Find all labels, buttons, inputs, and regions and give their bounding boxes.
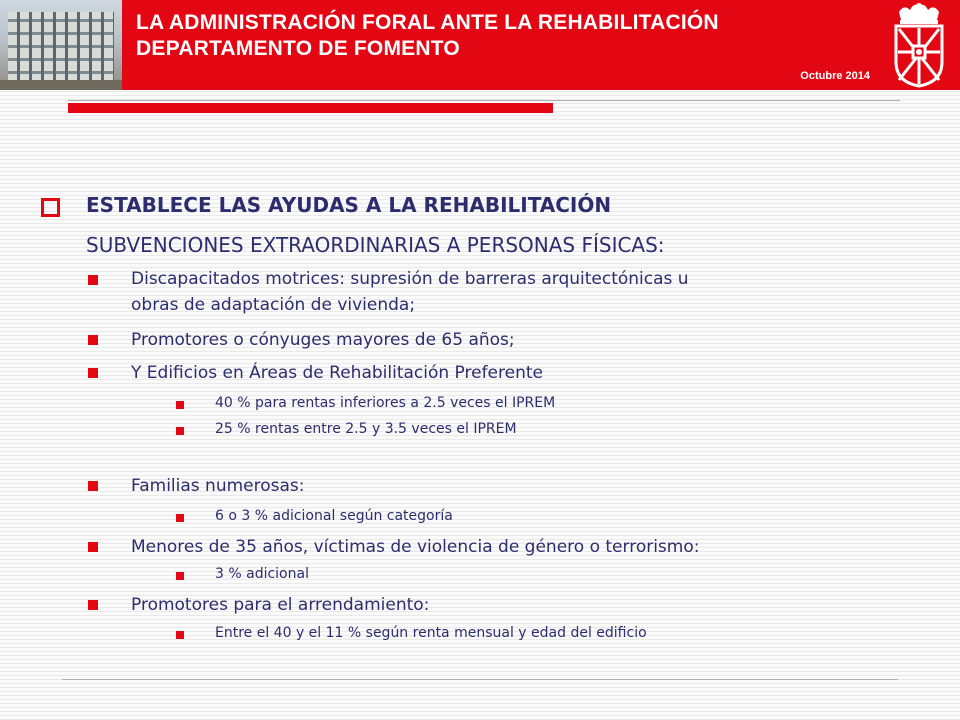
building-facade [8, 12, 114, 84]
date-label: Octubre 2014 [800, 70, 870, 82]
list-item: 40 % para rentas inferiores a 2.5 veces el IPREM [215, 395, 556, 411]
square-bullet-icon [88, 368, 98, 378]
list-item: Promotores o cónyuges mayores de 65 años; [131, 330, 515, 350]
list-item: Menores de 35 años, víctimas de violencia de género o terrorismo: [131, 537, 700, 557]
list-item: Familias numerosas: [131, 476, 305, 496]
list-item: Discapacitados motrices: supresión de barreras arquitectónicas u [131, 269, 689, 289]
square-bullet-icon [88, 275, 98, 285]
list-item: Entre el 40 y el 11 % según renta mensual y edad del edificio [215, 625, 647, 641]
square-bullet-icon [88, 542, 98, 552]
section-heading: ESTABLECE LAS AYUDAS A LA REHABILITACIÓN [86, 193, 612, 217]
square-bullet-icon [176, 514, 184, 522]
top-divider [68, 100, 900, 101]
photo-ground [0, 80, 122, 90]
bottom-divider [62, 679, 898, 680]
list-item: 25 % rentas entre 2.5 y 3.5 veces el IPREM [215, 421, 517, 437]
section-subheading: SUBVENCIONES EXTRAORDINARIAS A PERSONAS FÍSICAS: [86, 233, 665, 257]
square-bullet-icon [88, 335, 98, 345]
square-bullet-icon [176, 572, 184, 580]
list-item: Promotores para el arrendamiento: [131, 595, 430, 615]
title-line-1: LA ADMINISTRACIÓN FORAL ANTE LA REHABILITACIÓN [136, 11, 719, 34]
square-bullet-icon [176, 427, 184, 435]
square-bullet-icon [176, 401, 184, 409]
navarra-coat-of-arms-icon [878, 0, 960, 90]
building-photo [0, 0, 122, 90]
square-bullet-icon [176, 631, 184, 639]
page-title [136, 10, 719, 62]
header-banner [0, 0, 960, 90]
list-item: obras de adaptación de vivienda; [131, 295, 416, 315]
square-bullet-icon [88, 481, 98, 491]
list-item: Y Edificios en Áreas de Rehabilitación Preferente [131, 363, 543, 383]
checkbox-bullet-icon [41, 198, 60, 217]
square-bullet-icon [88, 600, 98, 610]
list-item: 3 % adicional [215, 566, 309, 582]
list-item: 6 o 3 % adicional según categoría [215, 508, 453, 524]
title-line-2: DEPARTAMENTO DE FOMENTO [136, 37, 460, 60]
accent-bar [68, 103, 553, 113]
